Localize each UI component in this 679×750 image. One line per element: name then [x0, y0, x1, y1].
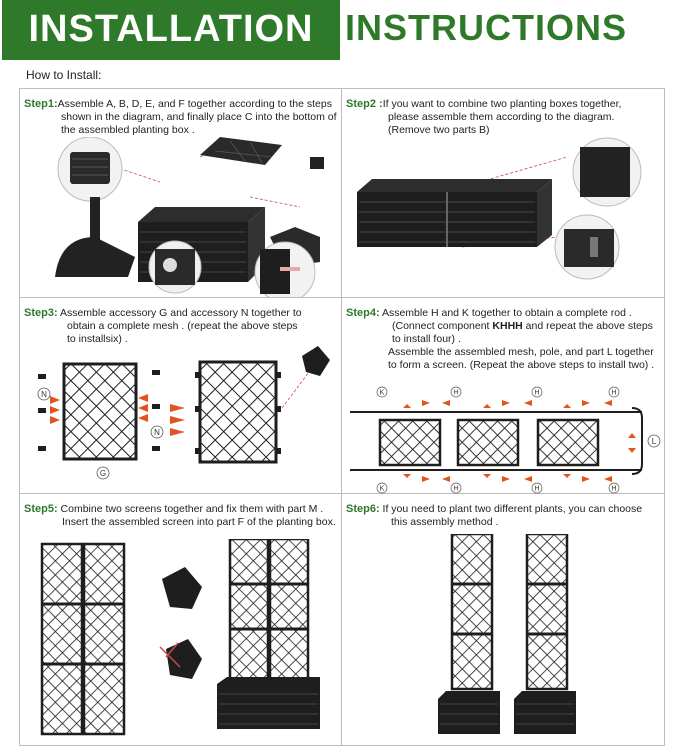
step3-line3: to installsix) .: [67, 333, 128, 345]
step4-line1: Assemble H and K together to obtain a complete rod .: [381, 307, 632, 319]
label-n-right: N: [154, 428, 160, 437]
title-instructions: INSTRUCTIONS: [345, 7, 627, 48]
step4-line4: Assemble the assembled mesh, pole, and part L together: [388, 346, 654, 358]
step2-panel: [342, 89, 664, 298]
screen-pair-icon: [42, 544, 124, 734]
step2-diagram: [342, 137, 664, 297]
label-h-top-2: H: [534, 389, 540, 397]
step5-label: Step5:: [24, 503, 58, 515]
step6-line1: If you need to plant two different plants, you can choose: [382, 503, 643, 515]
step3-text: [24, 307, 339, 346]
step3-diagram: [20, 346, 342, 494]
step6-text: [346, 503, 664, 529]
step1-line1: Assemble A, B, D, E, and F together according to the steps: [57, 98, 332, 110]
label-l: L: [651, 437, 657, 446]
clip-n-icon: [302, 346, 330, 376]
step6-line2: this assembly method .: [391, 516, 499, 528]
step3-panel: [20, 298, 342, 494]
step4-diagram: [342, 378, 664, 494]
mesh-g-icon: [64, 364, 136, 459]
step4-text: [346, 307, 664, 372]
steps-grid: [19, 88, 665, 746]
how-to-heading: How to Install:: [26, 68, 102, 82]
clip-m-icon: [162, 567, 202, 609]
label-k-top: K: [379, 389, 385, 397]
step1-text: [24, 98, 339, 137]
double-box-icon: [357, 179, 552, 247]
step4-label: Step4:: [346, 307, 380, 319]
step3-label: Step3:: [24, 307, 58, 319]
step2-line1: If you want to combine two planting boxes together,: [382, 98, 622, 110]
label-h-bottom-3: H: [611, 485, 617, 493]
step6-diagram: [342, 534, 664, 744]
step5-diagram: [20, 539, 342, 744]
label-h-top-3: H: [611, 389, 617, 397]
step5-line1: Combine two screens together and fix them with part M .: [60, 503, 324, 515]
single-planter-right-icon: [514, 534, 576, 734]
step1-panel: [20, 89, 342, 298]
step6-label: Step6:: [346, 503, 380, 515]
title-installation: INSTALLATION: [2, 0, 340, 60]
step1-line3: the assembled planting box .: [61, 124, 195, 136]
step4-line2a: (Connect component: [392, 320, 493, 332]
step6-panel: [342, 494, 664, 745]
step4-line2-bold: KHHH: [492, 320, 523, 332]
step3-line2: obtain a complete mesh . (repeat the above steps: [67, 320, 298, 332]
label-h-bottom-1: H: [453, 485, 459, 493]
step1-diagram: [20, 137, 342, 297]
step3-line1: Assemble accessory G and accessory N together to: [59, 307, 302, 319]
step4-line5: to form a screen. (Repeat the above steps to install two) .: [388, 359, 655, 371]
label-h-top-1: H: [453, 389, 459, 397]
step2-label: Step2 :: [346, 98, 383, 110]
header-banner: [0, 0, 679, 60]
single-planter-left-icon: [438, 534, 500, 734]
step5-line2: Insert the assembled screen into part F of the planting box.: [62, 516, 336, 528]
label-n-left: N: [41, 390, 47, 399]
step2-line3: (Remove two parts B): [388, 124, 490, 136]
step4-line2b: and repeat the above steps: [522, 320, 653, 332]
label-k-bottom: K: [379, 485, 385, 493]
label-g: G: [99, 469, 107, 478]
step1-label: Step1:: [24, 98, 58, 110]
step5-panel: [20, 494, 342, 745]
step2-line2: please assemble them according to the diagram.: [388, 111, 615, 123]
label-h-bottom-2: H: [534, 485, 540, 493]
step4-line3: to install four) .: [392, 333, 461, 345]
step5-text: [24, 503, 342, 529]
step2-text: [346, 98, 661, 137]
step4-panel: [342, 298, 664, 494]
step1-line2: shown in the diagram, and finally place C into the bottom of: [61, 111, 337, 123]
